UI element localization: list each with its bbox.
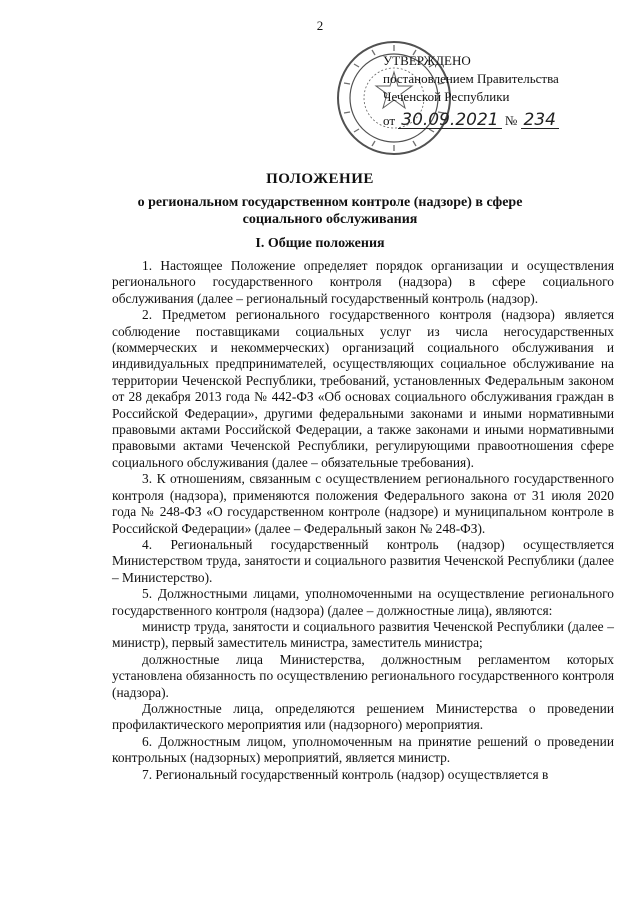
paragraph: 6. Должностным лицом, уполномоченным на принятие решений о проведении контрольных (надзорных) мероприятий, является министр. — [112, 733, 614, 766]
approval-block — [383, 52, 623, 130]
page-number: 2 — [316, 18, 324, 33]
approval-date-line — [383, 112, 623, 130]
paragraph: министр труда, занятости и социального развития Чеченской Республики (далее – министр), первый заместитель министра, заместитель министра; — [112, 618, 614, 651]
approval-date: 30.09.2021 — [398, 112, 501, 129]
paragraph: 2. Предметом регионального государственного контроля (надзора) является соблюдение поставщиками социальных услуг из числа негосударственных (коммерческих и некоммерческих) организаций социального обслуживания и индивидуальных предпринимателей, осуществляющих социальное обслуживание на территории Чеченской Республики, требований, установленных Федеральным законом от 28 декабря 2013 года № 442-ФЗ «Об основах социального обслуживания граждан в Российской Федерации», другими федеральными законами и иными нормативными правовыми актами Российской Федерации, а также законами и иными нормативными правовыми актами Чеченской Республики, регулирующими правоотношения сфере социального обслуживания (далее – обязательные требования). — [112, 307, 614, 470]
paragraph: 1. Настоящее Положение определяет порядок организации и осуществления регионального государственного контроля (надзора) в сфере социального обслуживания (далее – региональный государственный контроль (надзор). — [112, 258, 614, 306]
paragraph: должностные лица Министерства, должностным регламентом которых установлена обязанность по осуществлению регионального государственного контроля (надзора). — [112, 651, 614, 700]
paragraph: 7. Региональный государственный контроль (надзор) осуществляется в — [142, 766, 549, 782]
approval-line-resolution: постановлением Правительства — [383, 71, 559, 86]
approval-line-republic: Чеченской Республики — [383, 89, 510, 104]
date-prefix: от — [383, 113, 396, 128]
paragraph: Должностные лица, определяются решением Министерства о проведении профилактического мероприятия или (надзорного) мероприятия. — [112, 700, 614, 733]
document-subtitle: о региональном государственном контроле (надзоре) в сфере социального обслуживания — [137, 195, 523, 227]
number-sign: № — [504, 113, 518, 128]
document-title: ПОЛОЖЕНИЕ — [266, 171, 374, 187]
section-heading: I. Общие положения — [255, 236, 385, 251]
paragraph: 4. Региональный государственный контроль (надзор) осуществляется Министерством труда, занятости и социального развития Чеченской Республики (далее – Министерство). — [112, 536, 614, 585]
document-body — [112, 258, 614, 783]
paragraph: 3. К отношениям, связанным с осуществлением регионального государственного контроля (надзора), применяются положения Федерального закона от 31 июля 2020 года № 248-ФЗ «О государственном контроле (надзоре) и муниципальном контроле в Российской Федерации» (далее – Федеральный закон № 248-ФЗ). — [112, 471, 614, 536]
approval-number: 234 — [521, 112, 559, 129]
approval-heading: УТВЕРЖДЕНО — [383, 53, 471, 68]
paragraph: 5. Должностными лицами, уполномоченными на осуществление регионального государственного контроля (надзора) (далее – должностные лица), являются: — [112, 586, 614, 618]
